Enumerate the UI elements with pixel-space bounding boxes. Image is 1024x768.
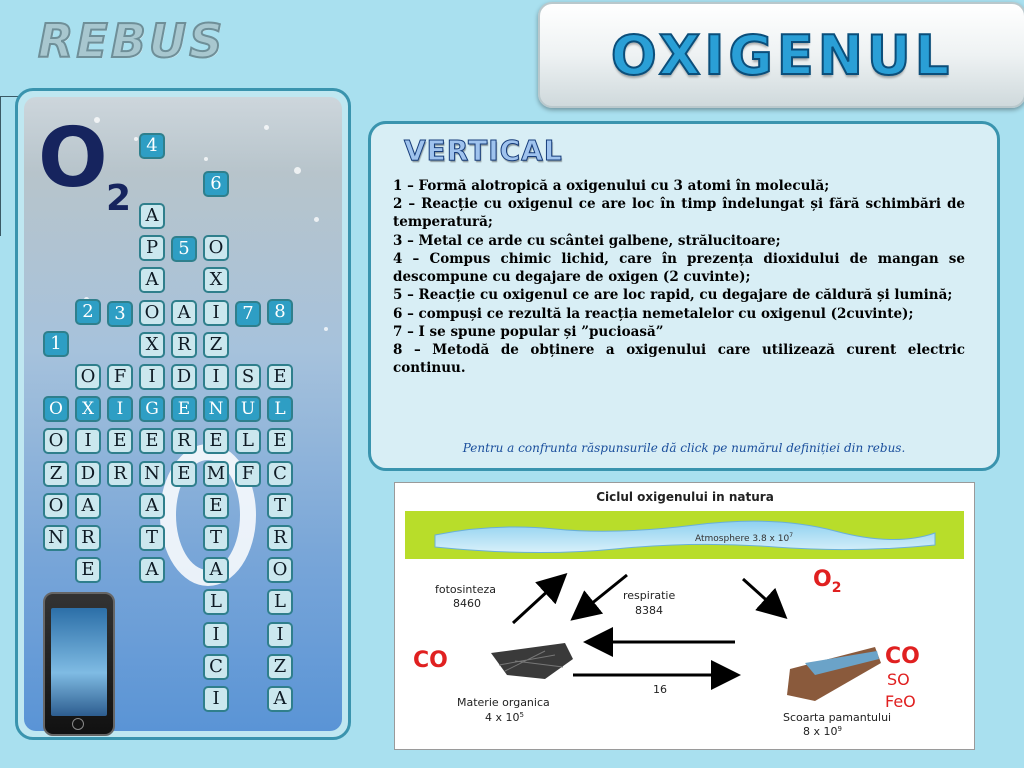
o2-label xyxy=(813,567,841,596)
rebus-title: REBUS xyxy=(38,14,226,68)
arrow-to-o2 xyxy=(743,579,783,615)
clue-number-6[interactable]: 6 xyxy=(203,171,229,197)
crossword-cell[interactable]: A xyxy=(139,493,165,519)
crossword-cell[interactable]: R xyxy=(171,332,197,358)
clue-number-1[interactable]: 1 xyxy=(43,331,69,357)
crossword-cell[interactable]: S xyxy=(235,364,261,390)
crossword-cell[interactable]: R xyxy=(267,525,293,551)
clue-number-7[interactable]: 7 xyxy=(235,301,261,327)
crossword-cell[interactable]: A xyxy=(267,686,293,712)
bubble-decoration xyxy=(294,167,301,174)
clue-number-8[interactable]: 8 xyxy=(267,299,293,325)
crossword-cell[interactable]: E xyxy=(267,364,293,390)
scoarta-number: 8 x 10 xyxy=(803,725,838,738)
definition-5: 5 – Reacție cu oxigenul ce are loc rapid, cu degajare de căldură și lumină; xyxy=(393,287,953,304)
diagram-title: Ciclul oxigenului in natura xyxy=(596,490,774,504)
crossword-cell[interactable]: E xyxy=(203,428,229,454)
title-banner xyxy=(538,2,1024,108)
crossword-cell[interactable]: L xyxy=(203,589,229,615)
flow-value: 16 xyxy=(653,683,667,696)
phone-home-button xyxy=(72,718,84,730)
crossword-cell-highlight[interactable]: E xyxy=(171,396,197,422)
crossword-cell[interactable]: X xyxy=(139,332,165,358)
atmosphere-exponent: 7 xyxy=(789,532,794,539)
crossword-cell[interactable]: D xyxy=(75,461,101,487)
crossword-cell[interactable]: L xyxy=(267,589,293,615)
crossword-cell[interactable]: E xyxy=(267,428,293,454)
crossword-cell[interactable]: I xyxy=(267,622,293,648)
clue-number-2[interactable]: 2 xyxy=(75,299,101,325)
scoarta-exponent: 9 xyxy=(837,725,842,733)
atmosphere-label: Atmosphere xyxy=(695,534,750,544)
definition-8: 8 – Metodă de obținere a oxigenului care utilizează curent electric continuu. xyxy=(393,341,965,377)
crossword-cell[interactable]: D xyxy=(171,364,197,390)
scoarta-value xyxy=(803,725,842,738)
crossword-cell[interactable]: T xyxy=(139,525,165,551)
definition-7: 7 – I se spune popular și ”pucioasă” xyxy=(393,323,664,340)
definitions-list xyxy=(393,177,965,377)
crossword-cell[interactable]: O xyxy=(139,300,165,326)
crossword-cell[interactable]: M xyxy=(203,461,229,487)
clue-number-3[interactable]: 3 xyxy=(107,301,133,327)
crossword-cell[interactable]: F xyxy=(235,461,261,487)
crossword-cell[interactable]: R xyxy=(171,428,197,454)
organic-matter-image xyxy=(491,643,573,679)
so-label: SO xyxy=(887,670,910,689)
crossword-cell[interactable]: I xyxy=(203,686,229,712)
crossword-cell[interactable]: T xyxy=(267,493,293,519)
divider-vertical xyxy=(0,96,1,236)
phone-image xyxy=(43,592,115,736)
bubble-decoration xyxy=(324,327,328,331)
bubble-decoration xyxy=(264,125,269,130)
o2-subscript: 2 xyxy=(831,580,842,596)
crossword-cell-highlight[interactable]: I xyxy=(107,396,133,422)
materie-value xyxy=(485,711,524,724)
crossword-cell[interactable]: N xyxy=(43,525,69,551)
fotosinteza-value: 8460 xyxy=(453,597,481,610)
crossword-cell[interactable]: L xyxy=(235,428,261,454)
definition-6: 6 – compuși ce rezultă la reacția nemetalelor cu oxigenul (2cuvinte); xyxy=(393,305,914,322)
crossword-cell[interactable]: P xyxy=(139,235,165,261)
crossword-cell[interactable]: T xyxy=(203,525,229,551)
atmosphere-text xyxy=(695,532,793,544)
fotosinteza-label: fotosinteza xyxy=(435,583,496,596)
crossword-cell[interactable]: O xyxy=(43,428,69,454)
arrow-fotosinteza xyxy=(513,577,563,623)
crossword-cell[interactable]: E xyxy=(203,493,229,519)
crossword-cell[interactable]: C xyxy=(203,654,229,680)
crossword-cell[interactable]: A xyxy=(139,267,165,293)
co-right-label: CO xyxy=(885,644,920,669)
co-left-label: CO xyxy=(413,648,448,673)
crossword-cell[interactable]: I xyxy=(203,300,229,326)
arrow-respiratie xyxy=(575,575,627,617)
materie-exponent: 5 xyxy=(519,711,524,719)
banner-title: OXIGENUL xyxy=(610,23,954,87)
oxygen-cycle-svg xyxy=(395,483,974,749)
respiratie-label: respiratie xyxy=(623,589,676,602)
crossword-cell[interactable]: O xyxy=(43,493,69,519)
definition-3: 3 – Metal ce arde cu scântei galbene, strălucitoare; xyxy=(393,232,781,249)
hint-text: Pentru a confrunta răspunsurile dă click pe numărul definiției din rebus. xyxy=(462,441,906,455)
bubble-decoration xyxy=(314,217,319,222)
crossword-cell[interactable]: R xyxy=(75,525,101,551)
crossword-cell[interactable]: O xyxy=(267,557,293,583)
crossword-cell[interactable]: I xyxy=(203,364,229,390)
crossword-cell[interactable]: I xyxy=(203,622,229,648)
o2-letter: O xyxy=(813,567,832,592)
crossword-cell[interactable]: I xyxy=(75,428,101,454)
materie-label: Materie organica xyxy=(457,696,550,709)
bubble-decoration xyxy=(134,137,138,141)
crossword-cell-highlight[interactable]: N xyxy=(203,396,229,422)
crossword-cell[interactable]: O xyxy=(75,364,101,390)
crossword-cell[interactable]: N xyxy=(139,461,165,487)
crossword-cell-highlight[interactable]: X xyxy=(75,396,101,422)
o2-logo xyxy=(38,111,132,219)
crossword-cell[interactable]: Z xyxy=(267,654,293,680)
crossword-cell[interactable]: Z xyxy=(43,461,69,487)
clue-number-5[interactable]: 5 xyxy=(171,236,197,262)
oxygen-cycle-diagram xyxy=(394,482,975,750)
crossword-cell-highlight[interactable]: G xyxy=(139,396,165,422)
crossword-cell[interactable]: E xyxy=(107,428,133,454)
crossword-cell[interactable]: C xyxy=(267,461,293,487)
crossword-cell-highlight[interactable]: O xyxy=(43,396,69,422)
crossword-cell[interactable]: Z xyxy=(203,332,229,358)
phone-screen xyxy=(51,608,107,716)
clue-number-4[interactable]: 4 xyxy=(139,133,165,159)
crossword-cell[interactable]: I xyxy=(139,364,165,390)
o2-logo-o: O xyxy=(38,111,108,206)
crossword-cell[interactable]: A xyxy=(171,300,197,326)
crossword-cell[interactable]: E xyxy=(171,461,197,487)
crossword-cell[interactable]: E xyxy=(75,557,101,583)
bubble-decoration xyxy=(204,157,208,161)
crossword-cell[interactable]: A xyxy=(75,493,101,519)
materie-number: 4 x 10 xyxy=(485,711,520,724)
feo-label: FeO xyxy=(885,692,916,711)
o2-logo-subscript: 2 xyxy=(106,178,132,219)
crossword-cell-highlight[interactable]: U xyxy=(235,396,261,422)
crossword-cell[interactable]: E xyxy=(139,428,165,454)
crossword-cell[interactable]: A xyxy=(139,203,165,229)
crossword-cell[interactable]: F xyxy=(107,364,133,390)
crossword-cell[interactable]: O xyxy=(203,235,229,261)
respiratie-value: 8384 xyxy=(635,604,663,617)
crossword-cell[interactable]: X xyxy=(203,267,229,293)
definition-2: 2 – Reacție cu oxigenul ce are loc în timp îndelungat și fără schimbări de temperatură; xyxy=(393,196,965,231)
crossword-cell-highlight[interactable]: L xyxy=(267,396,293,422)
crossword-cell[interactable]: R xyxy=(107,461,133,487)
definition-4: 4 – Compus chimic lichid, care în prezența dioxidului de mangan se descompune cu degajare de oxigen (2 cuvinte); xyxy=(393,250,965,286)
crossword-cell[interactable]: A xyxy=(203,557,229,583)
scoarta-label: Scoarta pamantului xyxy=(783,711,892,724)
crossword-cell[interactable]: A xyxy=(139,557,165,583)
atmosphere-value: 3.8 x 10 xyxy=(752,534,790,544)
definition-1: 1 – Formă alotropică a oxigenului cu 3 atomi în moleculă; xyxy=(393,178,830,194)
definitions-title: VERTICAL xyxy=(404,134,563,167)
